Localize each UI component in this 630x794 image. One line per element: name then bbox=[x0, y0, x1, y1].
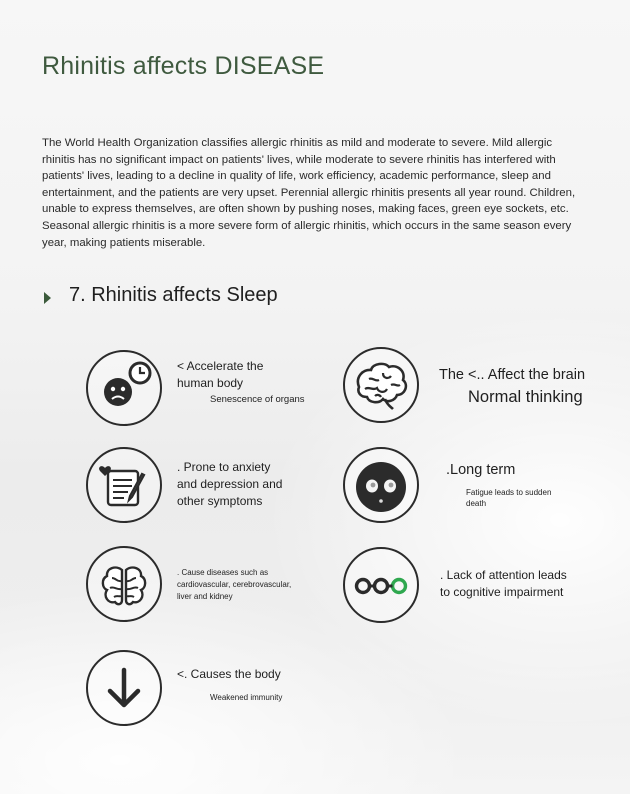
diseases-line3: liver and kidney bbox=[177, 592, 233, 601]
document-heart-pen-icon bbox=[86, 447, 162, 523]
brain-line2: Normal thinking bbox=[468, 388, 583, 406]
aging-detail: Senescence of organs bbox=[210, 394, 305, 405]
longterm-detail1: Fatigue leads to sudden bbox=[466, 488, 552, 497]
page-title: Rhinitis affects DISEASE bbox=[42, 52, 325, 80]
anxiety-line3: other symptoms bbox=[177, 494, 263, 508]
brain-icon bbox=[343, 347, 419, 423]
aging-line1: < Accelerate the bbox=[177, 359, 264, 373]
section-title: 7. Rhinitis affects Sleep bbox=[69, 284, 278, 306]
longterm-line1: .Long term bbox=[446, 462, 516, 478]
brain-line1: The <.. Affect the brain bbox=[439, 367, 586, 383]
attention-line2: to cognitive impairment bbox=[440, 585, 564, 599]
triangle-bullet-icon bbox=[44, 292, 51, 304]
immunity-line1: <. Causes the body bbox=[177, 667, 281, 681]
three-circles-icon bbox=[343, 547, 419, 623]
longterm-detail2: death bbox=[466, 499, 487, 508]
diseases-line2: cardiovascular, cerebrovascular, bbox=[177, 580, 292, 589]
anxiety-line2: and depression and bbox=[177, 477, 283, 491]
intro-paragraph: The World Health Organization classifies allergic rhinitis as mild and moderate to severe. Mild allergic rhinitis has no significant impact on patients' lives, while moderate to severe rhinitis has interfered with patients' lives, leading to a decline in quality of life, work efficiency, academic performance, sleep and entertainment, and the patients are very upset. Perennial allergic rhinitis presents all year round. Children, unable to express themselves, are often shown by pushing noses, making faces, green eye sockets, etc. Seasonal allergic rhinitis is a more severe form of allergic rhinitis, which occurs in the same season every year, making patients miserable. bbox=[42, 137, 576, 249]
sad-face-clock-icon bbox=[86, 350, 162, 426]
section-heading bbox=[44, 284, 278, 307]
anxiety-line1: . Prone to anxiety bbox=[177, 460, 271, 474]
immunity-detail: Weakened immunity bbox=[210, 693, 283, 702]
attention-line1: . Lack of attention leads bbox=[440, 568, 567, 582]
aging-line2: human body bbox=[177, 376, 244, 390]
tired-face-icon bbox=[343, 447, 419, 523]
diseases-line1: . Cause diseases such as bbox=[177, 568, 269, 577]
down-arrow-icon bbox=[86, 650, 162, 726]
brain-outline-icon bbox=[86, 546, 162, 622]
